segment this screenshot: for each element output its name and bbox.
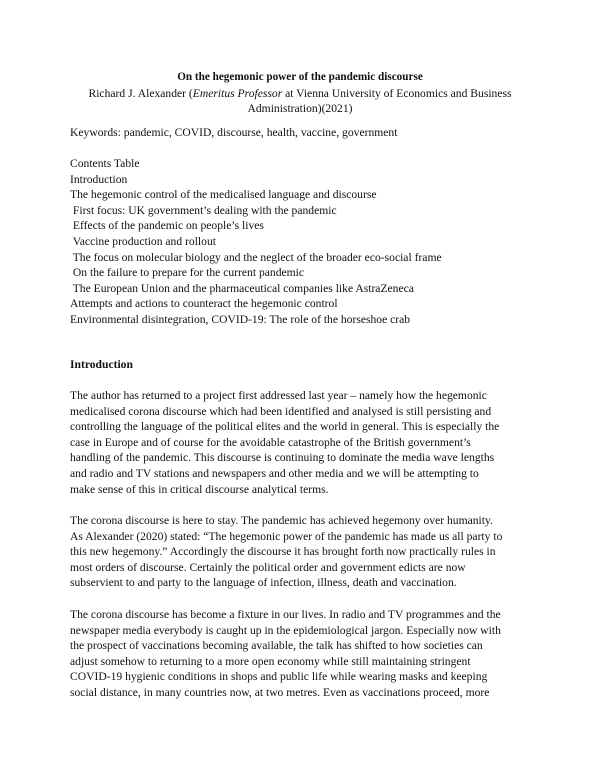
text-line: subservient to and party to the language of infection, illness, death and vaccination. (70, 576, 457, 590)
text-line: newspaper media everybody is caught up in the epidemiological jargon. Especially now with (70, 623, 501, 637)
text-line: and radio and TV stations and newspapers and other media and we will be attempting to (70, 466, 479, 480)
toc-item: Introduction (70, 172, 128, 186)
text-line: adjust somehow to returning to a more open economy while still maintaining stringent (70, 654, 471, 668)
paragraph (70, 513, 532, 591)
toc-item: On the failure to prepare for the current pandemic (70, 266, 305, 280)
paragraph (70, 388, 532, 497)
keywords-line: Keywords: pandemic, COVID, discourse, health, vaccine, government (70, 126, 398, 139)
text-line: As Alexander (2020) stated: “The hegemonic power of the pandemic has made us all party to (70, 529, 503, 543)
toc-item: The European Union and the pharmaceutical companies like AstraZeneca (70, 281, 414, 295)
paper-title: On the hegemonic power of the pandemic discourse (177, 71, 423, 83)
toc-item: The hegemonic control of the medicalised language and discourse (70, 188, 377, 202)
toc-item: First focus: UK government’s dealing with the pandemic (70, 203, 337, 217)
toc-item: Vaccine production and rollout (70, 234, 216, 248)
section-heading-introduction: Introduction (70, 358, 133, 371)
text-line: social distance, in many countries now, at two metres. Even as vaccinations proceed, more (70, 685, 490, 699)
text-line: case in Europe and of course for the avoidable catastrophe of the British government’s (70, 435, 471, 449)
author-title-emphasis: Emeritus Professor (192, 87, 283, 100)
contents-table (70, 156, 442, 328)
text-line: The corona discourse has become a fixture in our lives. In radio and TV programmes and the (70, 608, 501, 621)
text-line: most orders of discourse. Certainly the political order and government edicts are now (70, 560, 466, 574)
text-line: medicalised corona discourse which had been identified and analysed is still persisting and (70, 404, 492, 418)
author-text-end: at Vienna University of Economics and Business Administration)(2021) (247, 87, 512, 115)
paragraph (70, 607, 532, 701)
toc-item: Attempts and actions to counteract the hegemonic control (70, 297, 338, 311)
text-line: The corona discourse is here to stay. The pandemic has achieved hegemony over humanity. (70, 514, 493, 527)
author-line (70, 86, 530, 116)
text-line: the prospect of vaccinations becoming available, the talk has shifted to how societies can (70, 639, 483, 653)
text-line: controlling the language of the political elites and the world in general. This is especially the (70, 420, 500, 434)
toc-item: The focus on molecular biology and the neglect of the broader eco-social frame (70, 250, 442, 264)
toc-item: Environmental disintegration, COVID-19: The role of the horseshoe crab (70, 312, 411, 326)
author-text-start: Richard J. Alexander ( (88, 87, 193, 100)
text-line: COVID-19 hygienic conditions in shops and public life while wearing masks and keeping (70, 670, 488, 684)
toc-heading: Contents Table (70, 157, 140, 170)
text-line: The author has returned to a project first addressed last year – namely how the hegemonic (70, 389, 487, 402)
toc-item: Effects of the pandemic on people’s lives (70, 219, 264, 233)
text-line: this new hegemony.” Accordingly the discourse it has brought forth now practically rules in (70, 545, 496, 559)
text-line: handling of the pandemic. This discourse is continuing to dominate the media wave lengths (70, 451, 495, 465)
text-line: make sense of this in critical discourse analytical terms. (70, 482, 329, 496)
